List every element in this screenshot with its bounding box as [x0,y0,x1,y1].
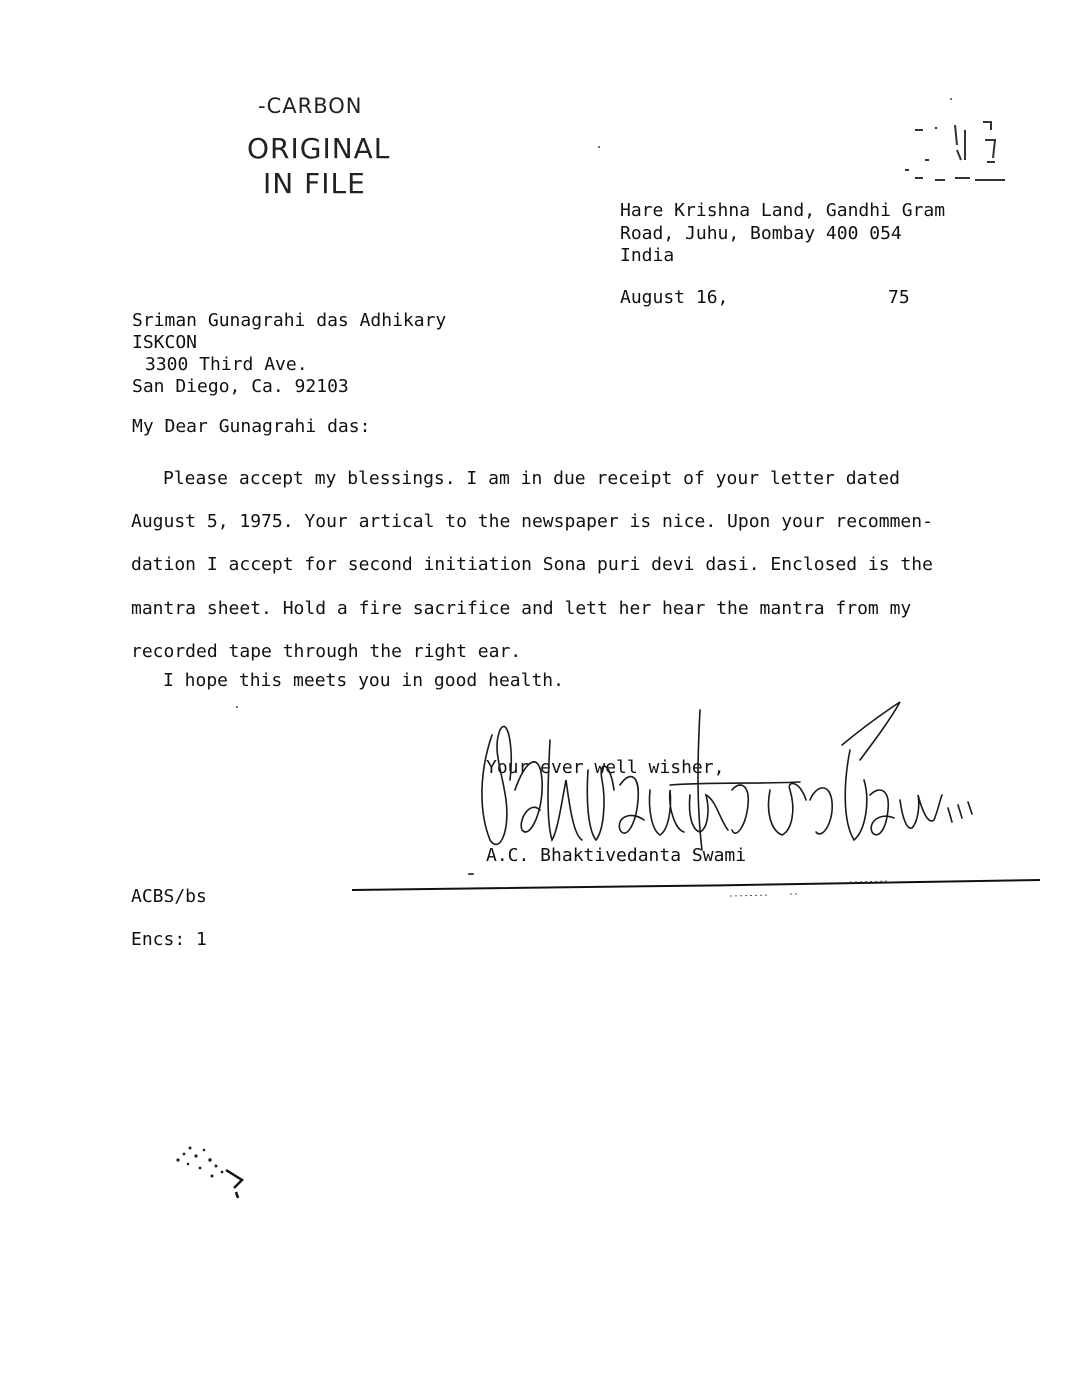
body-line: August 5, 1975. Your artical to the newspaper is nice. Upon your recommen- [131,511,933,533]
signatory-name: A.C. Bhaktivedanta Swami [486,845,747,866]
letter-date: August 16, [620,287,729,308]
body-line: recorded tape through the right ear. [131,640,522,662]
in-file-stamp-label: IN FILE [263,167,366,200]
stray-mark [236,706,238,708]
body-line: Please accept my blessings. I am in due receipt of your letter dated [163,468,900,489]
letter-year: 75 [888,287,910,308]
stray-mark [950,98,952,100]
stray-mark [468,873,474,875]
recipient-street: 3300 Third Ave. [145,354,308,375]
handwritten-signature [470,690,1000,890]
body-line: mantra sheet. Hold a fire sacrifice and lett her hear the mantra from my [131,597,912,619]
original-stamp-label: ORIGINAL [247,132,391,165]
body-line: dation I accept for second initiation Sona puri devi dasi. Enclosed is the [131,554,933,576]
sender-address-line: Hare Krishna Land, Gandhi Gram [620,200,946,221]
signature-rule [350,868,1050,908]
sender-address-line: Road, Juhu, Bombay 400 054 [620,223,902,244]
recipient-name: Sriman Gunagrahi das Adhikary [132,310,447,331]
recipient-org: ISKCON [132,332,198,353]
reference-initials: ACBS/bs [131,886,207,907]
enclosures-note: Encs: 1 [131,929,207,950]
recipient-city: San Diego, Ca. 92103 [132,376,349,397]
salutation: My Dear Gunagrahi das: [132,416,371,437]
stray-mark [598,146,600,148]
letter-body [131,457,941,673]
closing-paragraph: I hope this meets you in good health. [163,670,564,691]
complimentary-close: Your ever well wisher, [486,757,725,778]
sender-address-line: India [620,245,675,266]
carbon-stamp-label: -CARBON [258,94,363,118]
archive-smudge-mark [170,1130,260,1200]
archive-corner-mark [895,100,1010,190]
